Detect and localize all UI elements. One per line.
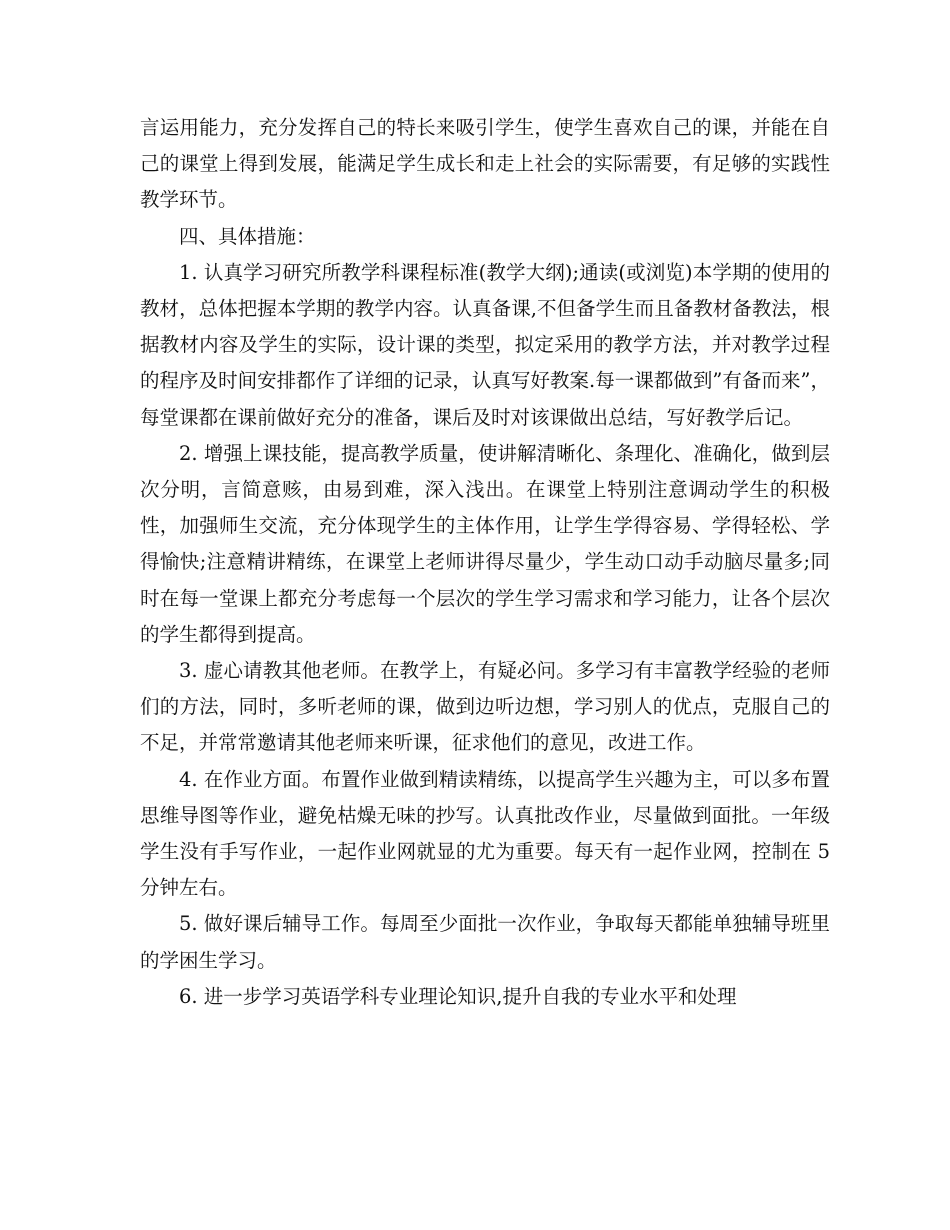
measure-item-1: 1. 认真学习研究所教学科课程标准(教学大纲);通读(或浏览)本学期的使用的教材，总体把握本学期的教学内容。认真备课,不但备学生而且备教材备教法，根据教材内容及学生的实际，设计课的类型，拟定采用的教学方法，并对教学过程的程序及时间安排都作了详细的记录，认真写好教案.每一课都做到”有备而来”，每堂课都在课前做好充分的准备，课后及时对该课做出总结，写好教学后记。 <box>140 260 830 429</box>
measure-item-3: 3. 虚心请教其他老师。在教学上，有疑必问。多学习有丰富教学经验的老师们的方法，同时，多听老师的课，做到边听边想，学习别人的优点，克服自己的不足，并常常邀请其他老师来听课，征求他们的意见，改进工作。 <box>140 659 830 755</box>
measure-item-2: 2. 增强上课技能，提高教学质量，使讲解清晰化、条理化、准确化，做到层次分明，言简意赅，由易到难，深入浅出。在课堂上特别注意调动学生的积极性，加强师生交流，充分体现学生的主体作用，让学生学得容易、学得轻松、学得愉快;注意精讲精练，在课堂上老师讲得尽量少，学生动口动手动脑尽量多;同时在每一堂课上都充分考虑每一个层次的学生学习需求和学习能力，让各个层次的学生都得到提高。 <box>140 441 830 646</box>
document-body <box>140 110 830 1015</box>
measure-item-6: 6. 进一步学习英语学科专业理论知识,提升自我的专业水平和处理 <box>179 984 737 1008</box>
section-heading: 四、具体措施： <box>179 224 316 248</box>
measure-item-4: 4. 在作业方面。布置作业做到精读精练，以提高学生兴趣为主，可以多布置思维导图等作业，避免枯燥无味的抄写。认真批改作业，尽量做到面批。一年级学生没有手写作业，一起作业网就显的尤为重要。每天有一起作业网，控制在 5 分钟左右。 <box>140 767 830 900</box>
paragraph-continuation: 言运用能力，充分发挥自己的特长来吸引学生，使学生喜欢自己的课，并能在自己的课堂上得到发展，能满足学生成长和走上社会的实际需要，有足够的实践性教学环节。 <box>140 116 830 212</box>
measure-item-5: 5. 做好课后辅导工作。每周至少面批一次作业，争取每天都能单独辅导班里的学困生学习。 <box>140 912 830 972</box>
